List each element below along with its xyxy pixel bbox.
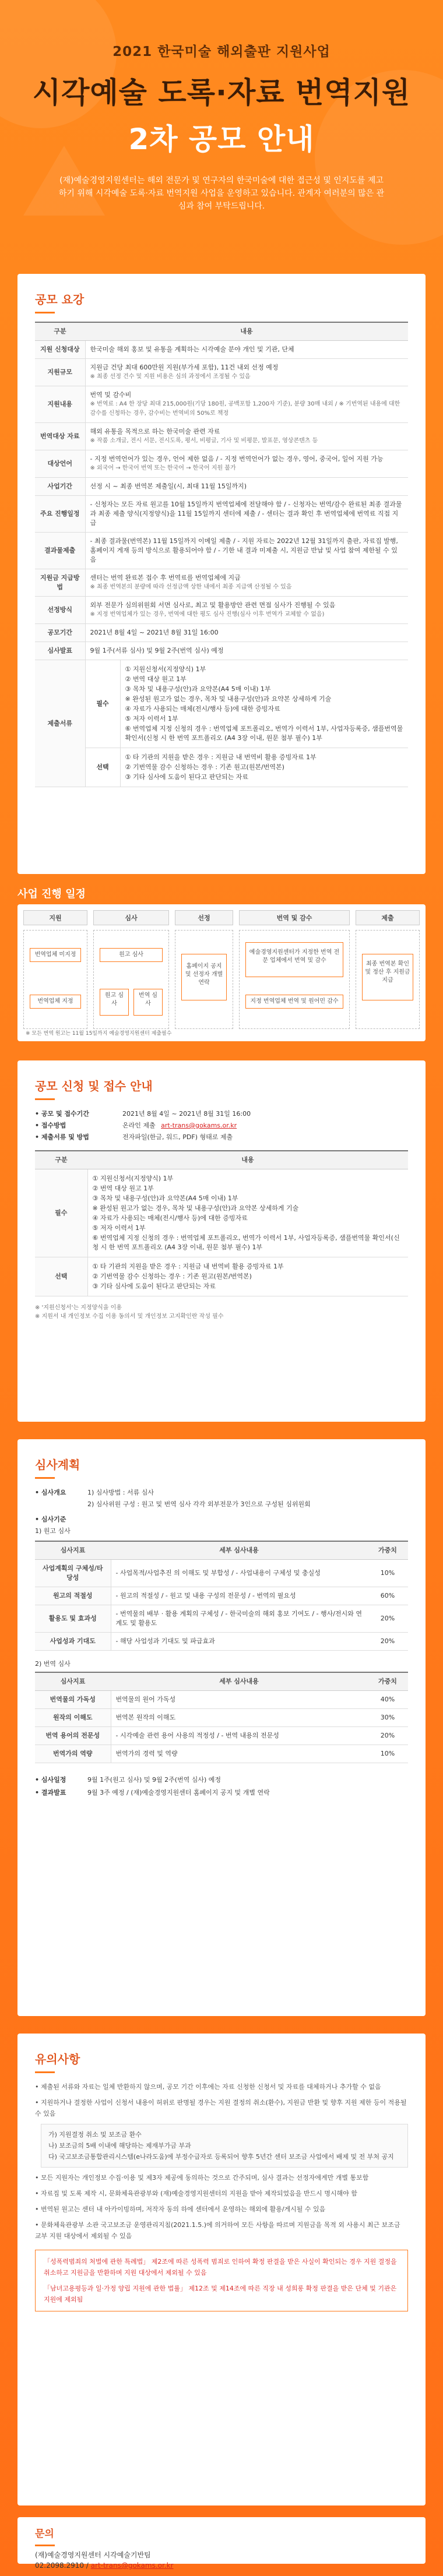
period-value: 2021년 8월 4일 ~ 2021년 8월 31일 16:00	[122, 1110, 251, 1118]
table-row	[35, 450, 408, 478]
apply-table	[35, 1150, 408, 1296]
col-header: 구분	[35, 322, 85, 341]
table-row	[35, 1691, 408, 1709]
criteria-name: 사업계획의 구체성/타당성	[35, 1560, 111, 1587]
notice-item: • 자료집 및 도록 제작 시, 문화체육관광부와 (재)예술경영지원센터의 지원을 받아 제작되었음을 반드시 명시해야 함	[35, 2190, 357, 2197]
apply-footnote: ※ 지원서 내 개인정보 수집 이용 동의서 및 개인정보 고지확인란 작성 필수	[35, 1313, 224, 1320]
schedule-label: • 심사일정	[35, 1776, 66, 1784]
row-key: 심사발표	[35, 642, 85, 660]
table-row	[35, 496, 408, 533]
sub-title: 2차 공모 안내	[128, 122, 315, 156]
flow-column	[356, 910, 420, 1029]
table-row	[35, 1560, 408, 1587]
col-header: 가중치	[367, 1541, 408, 1560]
legal-box	[35, 2250, 408, 2311]
table-row	[35, 569, 408, 597]
row-key: 지원내용	[35, 386, 85, 423]
row-value: 번역 및 감수비 ※ 번역료 : A4 한 장당 최대 215,000원(기당 180원, 공백포함 1,200자 기준), 분량 30매 내외 / ※ 기번역된 내용에 대한 감수를 신청하는 경우, 감수비는 번역비의 50%로 책정	[85, 386, 408, 423]
notice-item: • 문화체육관광부 소관 국고보조금 운영관리지침(2021.1.5.)에 의거하여 모든 사항을 따르며 지원금을 목적 외 사용시 최근 보조금 교부 지원 대상에서 제외될 수 있음	[35, 2221, 400, 2240]
table-row	[35, 642, 408, 660]
criteria-detail: 번역물의 원어 가독성	[111, 1691, 367, 1709]
row-key: 사업기간	[35, 478, 85, 496]
list-item: ① 타 기관의 지원을 받은 경우 : 지원금 내 번역비 활용 증빙자료 1부	[125, 753, 317, 761]
table-row	[35, 533, 408, 569]
flow-column	[23, 910, 87, 1029]
apply-footnote: ※ '지원신청서'는 지정양식을 이용	[35, 1305, 122, 1311]
outline-title: 공모 요강	[35, 290, 408, 313]
col-header: 내용	[87, 1151, 408, 1169]
list-item: ② 기번역물 감수 신청하는 경우 : 기존 원고(원본/번역본)	[125, 763, 284, 771]
period-label: • 공모 및 접수기간	[35, 1110, 89, 1118]
row-value: - 최종 결과물(번역본) 11월 15일까지 이메일 제출 / - 지원 자료는 2022년 12월 31일까지 출판, 자료집 발행, 홈페이지 게재 등의 방식으로 활용되어야 함 / - 기한 내 결과 미제출 시, 지원금 반납 및 사업 참여 제한될 수 있음	[85, 533, 408, 569]
main-title: 시각예술 도록·자료 번역지원	[32, 76, 411, 110]
legal-item: 「남녀고용평등과 일·가정 양립 지원에 관한 법률」 제12조 및 제14조에 따른 직장 내 성희롱 확정 판결을 받은 단체 및 기관은 지원에 제외됨	[44, 2285, 397, 2303]
weight-value: 10%	[367, 1560, 408, 1587]
table-row	[35, 386, 408, 423]
row-key: 주요 진행일정	[35, 496, 85, 533]
list-item: ④ 자료가 사용되는 매체(전시/행사 등)에 대한 증빙자료	[92, 1214, 248, 1222]
criteria-detail: 번역본 원작의 이해도	[111, 1709, 367, 1727]
method-value: 온라인 제출	[122, 1122, 156, 1129]
col-header: 구분	[35, 1151, 87, 1169]
row-value: 한국미술 해외 홍보 및 유통을 계획하는 시각예술 분야 개인 및 기관, 단체	[85, 341, 408, 359]
notice-item: • 지원하거나 결정한 사업이 신청서 내용이 허위로 판명될 경우는 지원 결정의 취소(환수), 지원금 반환 및 향후 지원 제한 등이 적용될 수 있음	[35, 2099, 407, 2117]
review-criteria-label: • 심사기준	[35, 1516, 66, 1523]
translation-review-table	[35, 1672, 408, 1763]
schedule-value: 9월 1주(원고 심사) 및 9월 2주(번역 심사) 예정	[87, 1776, 222, 1784]
flow-box: 원고 심사	[100, 989, 129, 1016]
translation-review-label: 2) 번역 심사	[35, 1660, 71, 1668]
list-item: ⑥ 번역업체 지정 신청의 경우 : 번역업체 포트폴리오, 번역가 이력서 1부, 사업자등록증, 샘플번역물 확인서(신청 시 한 번역 포트폴리오 (A4 3장 이내, 원문 첨부 필수) 1부	[92, 1234, 400, 1251]
required-label: 필수	[35, 1169, 87, 1257]
row-value: - 지정 번역언어가 있는 경우, 언어 제한 없음 / - 지정 번역언어가 없는 경우, 영어, 중국어, 일어 지원 가능 ※ 외국어 → 한국어 번역 또는 한국어 → 한국어 지원 불가	[85, 450, 408, 478]
table-row	[35, 478, 408, 496]
table-row	[35, 748, 408, 787]
contact-org: (재)예술경영지원센터 시각예술기반팀	[35, 2551, 151, 2559]
review-card	[17, 1439, 426, 2016]
list-item: ⑥ 번역업체 지정 신청의 경우 : 번역업체 포트폴리오, 번역가 이력서 1부, 사업자등록증, 샘플번역물 확인서(신청 시 한 번역 포트폴리오 (A4 3장 이내, 원문 첨부 필수) 1부	[125, 725, 403, 742]
contact-phone: 02.2098.2910	[35, 2561, 84, 2570]
review-title: 심사계획	[35, 1456, 408, 1479]
row-key: 번역대상 자료	[35, 423, 85, 450]
notice-item: • 제출된 서류와 자료는 일체 반환하지 않으며, 공모 기간 이후에는 자료 신청한 신청서 및 자료를 대체하거나 추가할 수 없음	[35, 2083, 381, 2091]
contact-email-link[interactable]: art-trans@gokams.or.kr	[90, 2561, 174, 2570]
weight-value: 30%	[367, 1709, 408, 1727]
result-label: • 결과발표	[35, 1789, 66, 1796]
col-header: 심사지표	[35, 1541, 111, 1560]
flow-column	[175, 910, 233, 1029]
flow-column	[239, 910, 350, 1029]
email-link[interactable]: art-trans@gokams.or.kr	[161, 1122, 237, 1129]
table-row	[35, 1633, 408, 1651]
list-item: ⑤ 저자 이력서 1부	[125, 715, 178, 723]
table-row	[35, 1709, 408, 1727]
list-item: ※ 완성된 원고가 없는 경우, 목차 및 내용구성(안)과 요약본 상세하게 기술	[125, 695, 332, 703]
criteria-name: 활용도 및 효과성	[35, 1605, 111, 1633]
row-key: 지원 신청대상	[35, 341, 85, 359]
row-note: ※ 번역료 : A4 한 장당 최대 215,000원(기당 180원, 공백포함 1,200자 기준), 분량 30매 내외 / ※ 기번역된 내용에 대한 감수를 신청하는 경우, 감수비는 번역비의 50%로 책정	[90, 401, 400, 417]
flow-column	[93, 910, 169, 1029]
table-row	[35, 359, 408, 386]
contact-title: 문의	[35, 2525, 408, 2546]
criteria-name: 사업성과 기대도	[35, 1633, 111, 1651]
hero-banner	[0, 0, 443, 251]
row-key: 대상언어	[35, 450, 85, 478]
table-row	[35, 597, 408, 624]
criteria-name: 번역가의 역량	[35, 1745, 111, 1763]
sanction-item: 나) 보조금의 5배 이내에 해당하는 제재부가금 부과	[48, 2142, 191, 2149]
weight-value: 20%	[367, 1727, 408, 1745]
flow-column-header: 지원	[23, 910, 87, 925]
flow-box: 원고 심사	[100, 948, 163, 962]
flow-column-header: 제출	[356, 910, 420, 925]
list-item: ※ 완성된 원고가 없는 경우, 목차 및 내용구성(안)과 요약본 상세하게 기술	[92, 1204, 299, 1212]
weight-value: 20%	[367, 1605, 408, 1633]
table-row	[35, 1257, 408, 1296]
col-header: 세부 심사내용	[111, 1541, 367, 1560]
manuscript-review-table	[35, 1541, 408, 1651]
flow-column-header: 선정	[175, 910, 233, 925]
weight-value: 40%	[367, 1691, 408, 1709]
row-key: 공모기간	[35, 624, 85, 642]
col-header: 가중치	[367, 1672, 408, 1691]
flow-title: 사업 진행 일정	[17, 888, 86, 900]
col-header: 내용	[85, 322, 408, 341]
criteria-detail: - 원고의 적절성 / - 원고 및 내용 구성의 전문성 / - 번역의 필요성	[111, 1587, 367, 1605]
contact-card: 문의 (재)예술경영지원센터 시각예술기반팀 02.2098.2910 / art-trans@gokams.or.kr	[17, 2517, 426, 2564]
flow-column-header: 번역 및 감수	[239, 910, 350, 925]
program-name: 2021 한국미술 해외출판 지원사업	[112, 44, 331, 59]
notice-card	[17, 2034, 426, 2505]
sanction-box	[41, 2124, 408, 2168]
list-item: ③ 기타 심사에 도움이 된다고 판단되는 자료	[125, 773, 248, 781]
weight-value: 20%	[367, 1633, 408, 1651]
notice-item: • 번역된 원고는 센터 내 아카이빙하며, 저작자 동의 하에 센터에서 운영하는 해외에 활용/게시될 수 있음	[35, 2205, 326, 2213]
criteria-name: 번역 용어의 전문성	[35, 1727, 111, 1745]
table-row	[35, 423, 408, 450]
list-item: ③ 기타 심사에 도움이 된다고 판단되는 자료	[92, 1282, 216, 1290]
row-value: 선정 시 ~ 최종 번역본 제출일(시, 최대 11월 15일까지)	[85, 478, 408, 496]
flow-column-header: 심사	[93, 910, 169, 925]
weight-value: 10%	[367, 1745, 408, 1763]
row-key: 결과물제출	[35, 533, 85, 569]
flow-box: 예술경영지원센터가 지정한 번역 전문 업체에서 번역 및 감수	[245, 942, 343, 977]
list-item: ① 지원신청서(지정양식) 1부	[125, 665, 206, 673]
list-item: ① 타 기관의 지원을 받은 경우 : 지원금 내 번역비 활용 증빙자료 1부	[92, 1263, 284, 1270]
table-row	[35, 1169, 408, 1257]
optional-label: 선택	[35, 1257, 87, 1296]
flow-box: 홈페이지 공지 및 선정자 개별 연락	[181, 954, 227, 1000]
criteria-name: 원작의 이해도	[35, 1709, 111, 1727]
row-value: 9월 1주(서류 심사) 및 9월 2주(번역 심사) 예정	[85, 642, 408, 660]
notice-title: 유의사항	[35, 2050, 408, 2073]
row-note: ※ 최종 선정 건수 및 지원 비용은 심의 과정에서 조정될 수 있음	[90, 373, 251, 380]
col-header: 세부 심사내용	[111, 1672, 367, 1691]
result-value: 9월 3주 예정 / (재)예술경영지원센터 홈페이지 공지 및 개별 연락	[87, 1789, 270, 1796]
row-note: ※ 작품 소개글, 전시 서문, 전시도록, 평서, 비평글, 기사 및 비평문, 발표문, 영상콘텐츠 등	[90, 438, 318, 444]
notice-item: • 모든 지원자는 개인정보 수집·이용 및 제3자 제공에 동의하는 것으로 간주되며, 심사 결과는 선정자에게만 개별 통보함	[35, 2174, 369, 2182]
optional-docs	[120, 748, 408, 787]
list-item: ③ 목차 및 내용구성(안)과 요약본(A4 5매 이내) 1부	[125, 685, 271, 693]
weight-value: 60%	[367, 1587, 408, 1605]
criteria-detail: - 해당 사업성과 기대도 및 파급효과	[111, 1633, 367, 1651]
flow-box: 번역 심사	[133, 989, 163, 1016]
format-value: 전자파일(한글, 워드, PDF) 형태로 제출	[122, 1133, 233, 1141]
apply-card	[17, 1060, 426, 1422]
row-note: ※ 지정 번역업체가 있는 경우, 번역에 대한 평도 심사 진행(심사 이후 번역가 교체할 수 없음)	[90, 611, 325, 618]
list-item: ⑤ 저자 이력서 1부	[92, 1224, 146, 1232]
list-item: ④ 자료가 사용되는 매체(전시/행사 등)에 대한 증빙자료	[125, 705, 280, 713]
row-note: ※ 외국어 → 한국어 번역 또는 한국어 → 한국어 지원 불가	[90, 465, 236, 471]
flow-box: 지정 번역업체 번역 및 원어민 감수	[245, 995, 343, 1009]
criteria-detail: - 사업목적/사업추진 의 이해도 및 부합성 / - 사업내용이 구체성 및 충실성	[111, 1560, 367, 1587]
process-flow	[17, 904, 426, 1041]
list-item: ② 기번역물 감수 신청하는 경우 : 기존 원고(원본/번역본)	[92, 1273, 252, 1280]
list-item: ② 번역 대상 원고 1부	[125, 675, 187, 683]
list-item: ② 번역 대상 원고 1부	[92, 1185, 154, 1192]
criteria-detail: 번역가의 경력 및 역량	[111, 1745, 367, 1763]
legal-item: 「성폭력범죄의 처벌에 관한 특례법」 제2조에 따른 성폭력 범죄로 인하여 확정 판결을 받은 사실이 확인되는 경우 지원 결정을 취소하고 지원금을 반환하며 지원 대상에서 제외될 수 있음	[44, 2258, 397, 2277]
list-item: ① 지원신청서(지정양식) 1부	[92, 1175, 174, 1182]
outline-table	[35, 322, 408, 787]
sanction-item: 다) 국고보조금통합관리시스템(e나라도움)에 부정수급자로 등록되어 향후 5년간 센터 보조금 사업에서 배제 및 전 부처 공지	[48, 2153, 394, 2161]
review-method: 1) 심사방법 : 서류 심사	[87, 1489, 154, 1496]
review-overview-label: • 심사개요	[35, 1489, 66, 1496]
required-docs	[120, 660, 408, 748]
outline-card	[17, 274, 426, 874]
table-row	[35, 1605, 408, 1633]
table-row	[35, 1587, 408, 1605]
criteria-name: 번역물의 가독성	[35, 1691, 111, 1709]
table-row	[35, 1727, 408, 1745]
sanction-item: 가) 지원결정 취소 및 보조금 환수	[48, 2131, 142, 2138]
table-row	[35, 341, 408, 359]
flow-note: ※ 모든 번역 원고는 11월 15일까지 예술경영지원센터 제출필수	[26, 1031, 172, 1037]
row-value: 지원금 건당 최대 600만원 지원(부가세 포함), 11건 내외 선정 예정 ※ 최종 선정 건수 및 지원 비용은 심의 과정에서 조정될 수 있음	[85, 359, 408, 386]
flow-box: 번역업체 지정	[30, 995, 81, 1009]
row-value: 센터는 번역 완료본 접수 후 번역료를 번역업체에 지급 ※ 최종 번역본의 분량에 따라 선정금액 상한 내에서 최종 지급액 산정될 수 있음	[85, 569, 408, 597]
table-row	[35, 1745, 408, 1763]
col-header: 심사지표	[35, 1672, 111, 1691]
row-key: 지원금 지급방법	[35, 569, 85, 597]
optional-label: 선택	[85, 748, 120, 787]
row-key: 지원규모	[35, 359, 85, 386]
row-value: 해외 유통을 목적으로 하는 한국미술 관련 자료 ※ 작품 소개글, 전시 서문, 전시도록, 평서, 비평글, 기사 및 비평문, 발표문, 영상콘텐츠 등	[85, 423, 408, 450]
manuscript-review-label: 1) 원고 심사	[35, 1527, 71, 1535]
row-value: 외부 전문가 심의위원회 서면 심사로, 최고 및 활용방안 관련 면접 심사가 진행될 수 있음 ※ 지정 번역업체가 있는 경우, 번역에 대한 평도 심사 진행(심사 이후 번역가 교체할 수 없음)	[85, 597, 408, 624]
row-key: 제출서류	[35, 660, 85, 787]
apply-title: 공모 신청 및 접수 안내	[35, 1077, 408, 1100]
criteria-detail: - 번역물의 배부 · 활용 계획의 구체성 / - 한국미술의 해외 홍보 기여도 / - 행사/전시와 연계도 및 활용도	[111, 1605, 367, 1633]
row-key: 선정방식	[35, 597, 85, 624]
table-row	[35, 660, 408, 748]
flow-box: 번역업체 미지정	[30, 948, 81, 962]
criteria-detail: - 시각예술 관련 용어 사용의 적정성 / - 번역 내용의 전문성	[111, 1727, 367, 1745]
criteria-name: 원고의 적절성	[35, 1587, 111, 1605]
required-label: 필수	[85, 660, 120, 748]
review-committee: 2) 심사위원 구성 : 원고 및 번역 심사 각각 외부전문가 3인으로 구성된 심위원회	[87, 1500, 311, 1508]
row-value: - 신청자는 모든 자료 원고를 10월 15일까지 번역업체에 전달해야 함 / - 신청자는 번역/감수 완료된 최종 결과물과 최종 제출 양식(지정양식)을 11월 15일까지 센터에 제출 / - 센터는 결과 확인 후 번역업체에 번역료 직접 지급	[85, 496, 408, 533]
row-note: ※ 최종 번역본의 분량에 따라 선정금액 상한 내에서 최종 지급액 산정될 수 있음	[90, 584, 292, 590]
list-item: ③ 목차 및 내용구성(안)과 요약본(A4 5매 이내) 1부	[92, 1194, 238, 1202]
row-value: 2021년 8월 4일 ~ 2021년 8월 31일 16:00	[85, 624, 408, 642]
flow-box: 최종 번역본 확인 및 정산 후 지원금 지급	[362, 954, 413, 1000]
table-row	[35, 624, 408, 642]
format-label: • 제출서류 및 방법	[35, 1133, 89, 1141]
intro-text: (재)예술경영지원센터는 해외 전문가 및 연구자의 한국미술에 대한 접근성 및 인지도를 제고하기 위해 시각예술 도록·자료 번역지원 사업을 운영하고 있습니다. 관계자 여러분의 많은 관심과 참여 부탁드립니다.	[58, 176, 385, 211]
method-label: • 접수방법	[35, 1122, 66, 1129]
